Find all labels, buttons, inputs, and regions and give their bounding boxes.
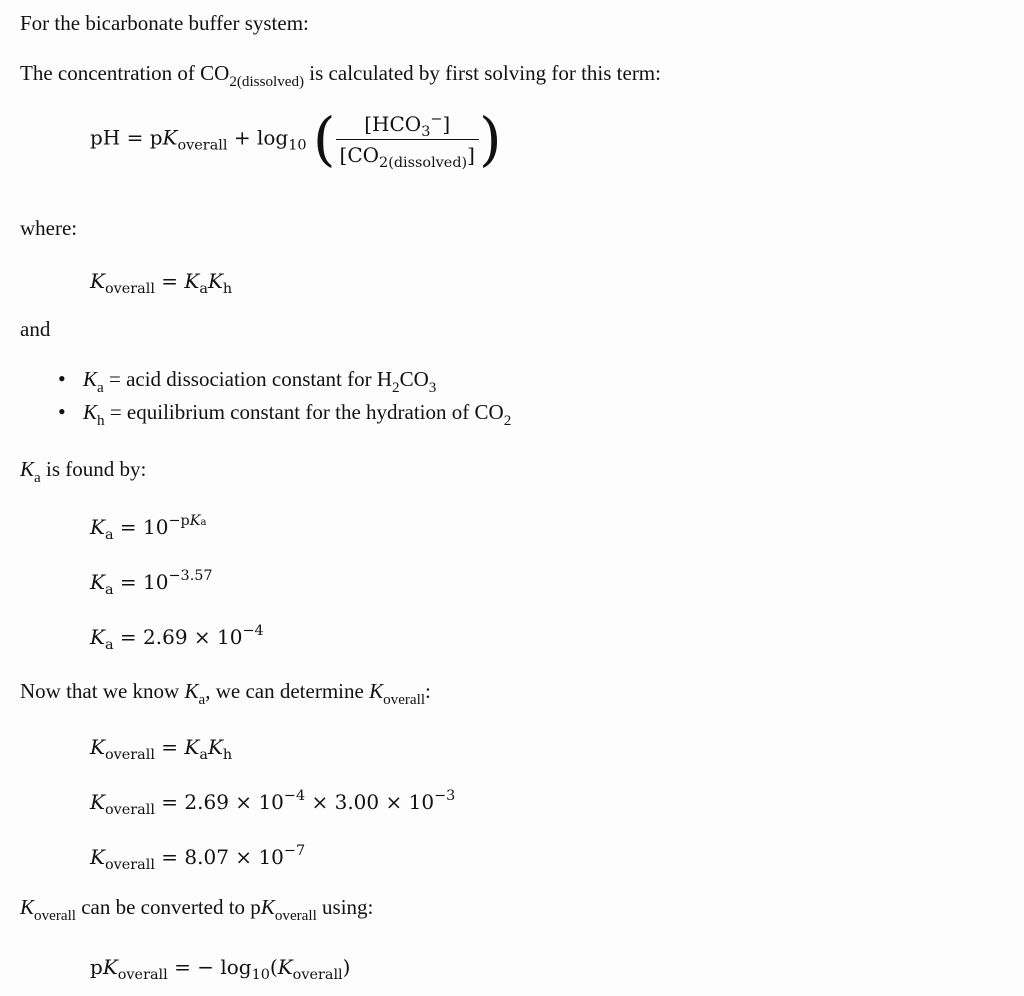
list-item: • $K_a$ = acid dissociation constant for $H_2CO_3$: [58, 366, 511, 399]
open-paren: (: [312, 105, 336, 173]
koverall-step-2: $K_{overall} = 2.69 \times 10^{-4} \times 3.00 \times 10^{-3}$: [90, 788, 456, 818]
ka-found-line: $K_a$ is found by:: [20, 457, 147, 486]
ka-step-3: $K_a = 2.69 \times 10^{-4}$: [90, 623, 264, 653]
close-paren: ): [478, 105, 502, 173]
pkoverall-equation: $pK_{overall}$ = − $\log_{10}(K_{overall})$: [90, 955, 351, 983]
constants-list: [58, 366, 511, 428]
convert-line: $K_{overall}$ can be converted to $pK_{overall}$ using:: [20, 895, 374, 924]
ka-step-1: $K_a = 10^{-pKa}$: [90, 513, 207, 543]
denominator: $[CO_{2(dissolved)}]$: [336, 139, 479, 168]
koverall-definition: $K_{overall} = K_aK_h$: [90, 269, 233, 297]
ph-equation: pH = $pK_{overall} + \log_{10}$ ( $\frac{[HCO_3^-]}{[CO_{2(dissolved)}]}$ ): [90, 105, 502, 173]
concentration-line: The concentration of $CO_{2(dissolved)}$ is calculated by first solving for this term:: [20, 61, 661, 90]
koverall-step-3: $K_{overall} = 8.07 \times 10^{-7}$: [90, 843, 306, 873]
fraction: [336, 110, 479, 171]
where-label: where:: [20, 216, 78, 240]
intro-text: For the bicarbonate buffer system:: [20, 11, 309, 35]
ka-step-2: $K_a = 10^{-3.57}$: [90, 568, 213, 598]
numerator: $[HCO_3^-]$: [364, 110, 451, 140]
koverall-step-1: $K_{overall} = K_aK_h$: [90, 735, 233, 763]
and-label: and: [20, 317, 51, 341]
list-item: • $K_h$ = equilibrium constant for the hydration of $CO_2$: [58, 399, 511, 428]
now-line: Now that we know $K_a$, we can determine $K_{overall}$:: [20, 679, 431, 708]
